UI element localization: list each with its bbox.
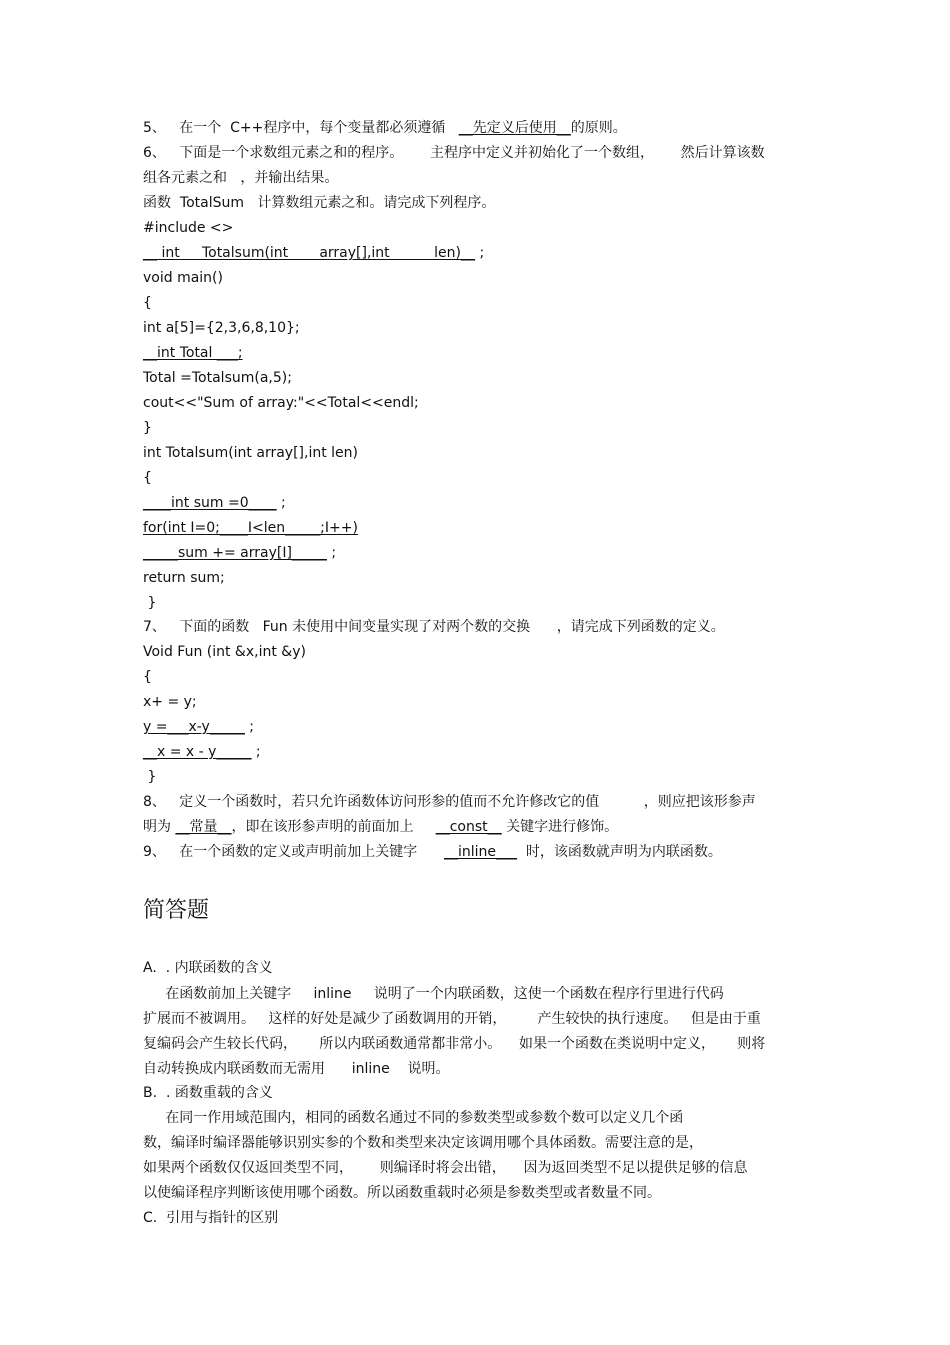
answer-c-title: C. 引用与指针的区别 <box>143 1210 279 1226</box>
code-line: { <box>143 470 152 486</box>
code-line: } <box>143 420 152 436</box>
answer-a-title: A. . 内联函数的含义 <box>143 960 273 976</box>
question-6-line-3: 函数 TotalSum 计算数组元素之和。请完成下列程序。 <box>143 195 496 211</box>
answer-a-line: 复编码会产生较长代码， 所以内联函数通常都非常小。 如果一个函数在类说明中定义， 则将 <box>143 1036 766 1052</box>
code-line: { <box>143 295 152 311</box>
answer-a-line: 在函数前加上关键字 inline 说明了一个内联函数，这使一个函数在程序行里进行代码 <box>143 986 724 1002</box>
code-line: { <box>143 669 152 685</box>
question-8-line-1: 8、 定义一个函数时，若只允许函数体访问形参的值而不允许修改它的值 ，则应把该形参声 <box>143 794 756 810</box>
code-line: return sum; <box>143 570 225 586</box>
code-line: Void Fun (int &x,int &y) <box>143 644 306 660</box>
question-5: 5、 在一个 C++程序中，每个变量都必须遵循 __先定义后使用__的原则。 <box>143 120 627 136</box>
code-line: _____sum += array[I]_____ ; <box>143 545 337 561</box>
section-heading: 简答题 <box>143 898 210 923</box>
question-6-line-2: 组各元素之和 ，并输出结果。 <box>143 170 339 186</box>
code-line: #include <> <box>143 220 234 236</box>
answer-a-line: 自动转换成内联函数而无需用 inline 说明。 <box>143 1061 450 1077</box>
answer-blank: __const__ <box>435 819 502 835</box>
answer-b-title: B. . 函数重载的含义 <box>143 1085 273 1101</box>
answer-b-line: 以使编译程序判断该使用哪个函数。所以函数重载时必须是参数类型或者数量不同。 <box>143 1185 661 1201</box>
question-7-line-1: 7、 下面的函数 Fun 未使用中间变量实现了对两个数的交换 ，请完成下列函数的定义。 <box>143 619 725 635</box>
code-line: void main() <box>143 270 223 286</box>
answer-blank: __先定义后使用__ <box>458 120 571 136</box>
answer-b-line: 数，编译时编译器能够识别实参的个数和类型来决定该调用哪个具体函数。需要注意的是， <box>143 1135 703 1151</box>
code-line: int a[5]={2,3,6,8,10}; <box>143 320 300 336</box>
answer-blank: __inline___ <box>443 844 517 860</box>
code-line: cout<<"Sum of array:"<<Total<<endl; <box>143 395 419 411</box>
code-line: __ int Totalsum(int array[],int len)__ ; <box>143 245 485 261</box>
code-line: } <box>143 769 157 785</box>
code-line: int Totalsum(int array[],int len) <box>143 445 358 461</box>
code-line: x+ = y; <box>143 694 197 710</box>
code-line: ____int sum =0____ ; <box>143 495 286 511</box>
code-line: for(int I=0;____I<len_____;I++) <box>143 520 358 536</box>
question-6-line-1: 6、 下面是一个求数组元素之和的程序。 主程序中定义并初始化了一个数组， 然后计算该数 <box>143 145 765 161</box>
answer-a-line: 扩展而不被调用。 这样的好处是减少了函数调用的开销， 产生较快的执行速度。 但是由于重 <box>143 1011 761 1027</box>
code-line: __x = x - y_____ ; <box>143 744 261 760</box>
code-line: __int Total ___; <box>143 345 243 361</box>
question-9: 9、 在一个函数的定义或声明前加上关键字 __inline___ 时，该函数就声明为内联函数。 <box>143 844 722 860</box>
code-line: Total =Totalsum(a,5); <box>143 370 292 386</box>
code-line: y =___x-y_____ ; <box>143 719 255 735</box>
question-8-line-2: 明为 __常量__，即在该形参声明的前面加上 __const__ 关键字进行修饰。 <box>143 819 619 835</box>
code-line: } <box>143 595 157 611</box>
answer-b-line: 如果两个函数仅仅返回类型不同， 则编译时将会出错， 因为返回类型不足以提供足够的信息 <box>143 1160 748 1176</box>
answer-b-line: 在同一作用域范围内，相同的函数名通过不同的参数类型或参数个数可以定义几个函 <box>143 1110 684 1126</box>
answer-blank: __常量__ <box>175 819 232 835</box>
